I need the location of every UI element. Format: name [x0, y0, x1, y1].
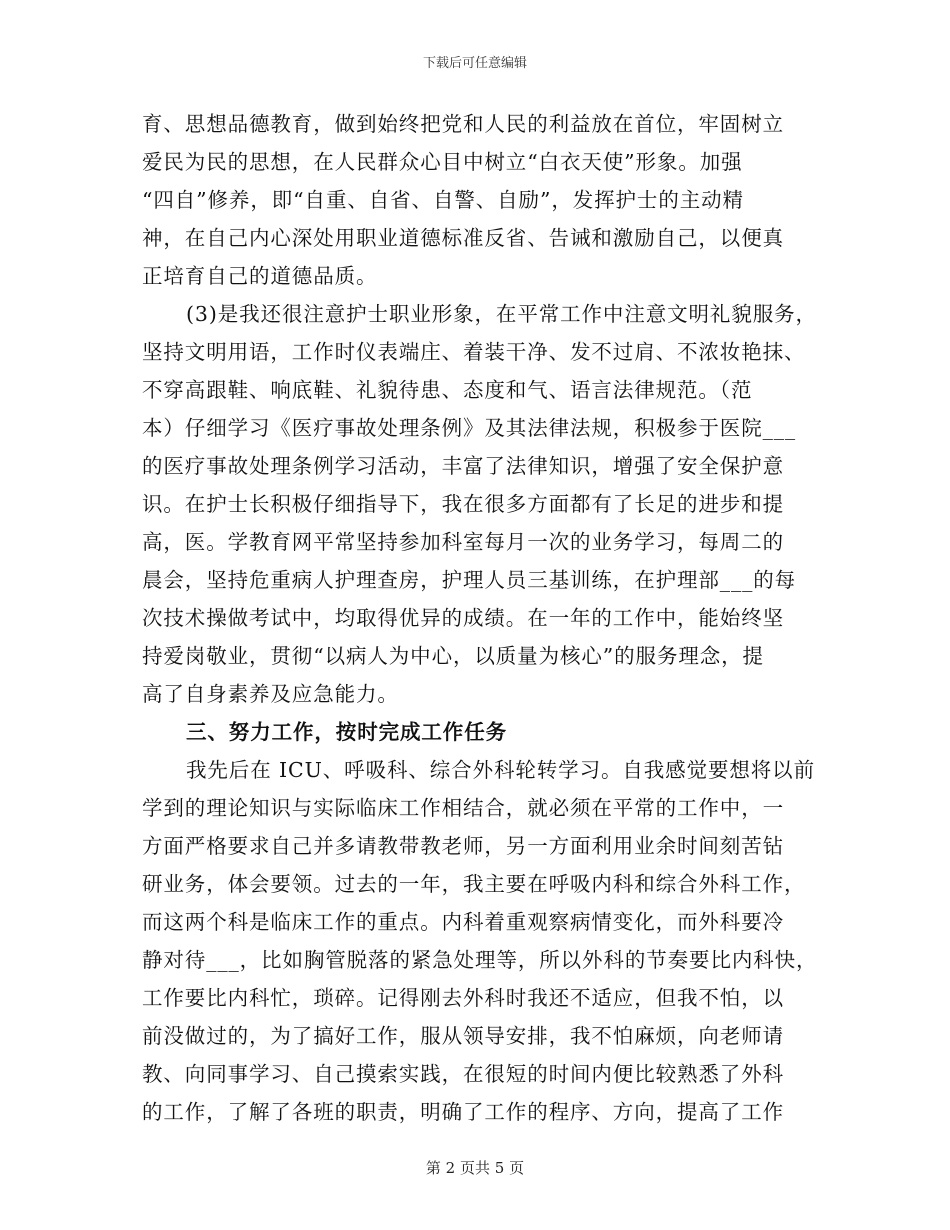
- text-line: 晨会，坚持危重病人护理查房，护理人员三基训练，在护理部___的每: [142, 568, 797, 592]
- text-line: 学到的理论知识与实际临床工作相结合，就必须在平常的工作中，一: [142, 796, 784, 820]
- text-line: “四自”修养，即“自重、自省、自警、自励”，发挥护士的主动精: [142, 188, 744, 212]
- text-line: 本）仔细学习《医疗事故处理条例》及其法律法规，积极参于医院___: [142, 416, 797, 440]
- text-line: 坚持文明用语，工作时仪表端庄、着装干净、发不过肩、不浓妆艳抹、: [142, 340, 806, 364]
- text-line: 静对待___，比如胸管脱落的紧急处理等，所以外科的节奏要比内科快，: [142, 948, 818, 972]
- text-line: 的医疗事故处理条例学习活动，丰富了法律知识，增强了安全保护意: [142, 454, 784, 478]
- text-line: (3)是我还很注意护士职业形象，在平常工作中注意文明礼貌服务，: [186, 302, 817, 326]
- text-line: 教、向同事学习、自己摸索实践，在很短的时间内便比较熟悉了外科: [142, 1062, 784, 1086]
- text-line: 育、思想品德教育，做到始终把党和人民的利益放在首位，牢固树立: [142, 112, 784, 136]
- text-line: 工作要比内科忙，琐碎。记得刚去外科时我还不适应，但我不怕，以: [142, 986, 784, 1010]
- text-line: 次技术操做考试中，均取得优异的成绩。在一年的工作中，能始终坚: [142, 606, 784, 630]
- text-line: 而这两个科是临床工作的重点。内科着重观察病情变化，而外科要冷: [142, 910, 784, 934]
- text-line: 研业务，体会要领。过去的一年，我主要在呼吸内科和综合外科工作，: [142, 872, 806, 896]
- text-line: 识。在护士长积极仔细指导下，我在很多方面都有了长足的进步和提: [142, 492, 784, 516]
- page-footer: 第 2 页共 5 页: [425, 1159, 525, 1177]
- text-line: 我先后在 ICU、呼吸科、综合外科轮转学习。自我感觉要想将以前: [186, 758, 815, 782]
- text-line: 神，在自己内心深处用职业道德标准反省、告诫和激励自己，以便真: [142, 226, 784, 250]
- text-line: 正培育自己的道德品质。: [142, 264, 378, 288]
- text-line: 持爱岗敬业，贯彻“以病人为中心，以质量为核心”的服务理念，提: [142, 644, 764, 668]
- page-header: 下载后可任意编辑: [422, 56, 527, 71]
- text-line: 前没做过的，为了搞好工作，服从领导安排，我不怕麻烦，向老师请: [142, 1024, 784, 1048]
- text-line: 方面严格要求自己并多请教带教老师，另一方面利用业余时间刻苦钻: [142, 834, 784, 858]
- text-line: 高了自身素养及应急能力。: [142, 682, 399, 706]
- text-line: 不穿高跟鞋、响底鞋、礼貌待患、态度和气、语言法律规范。（范: [142, 378, 753, 402]
- text-line: 高，医。学教育网平常坚持参加科室每月一次的业务学习，每周二的: [142, 530, 784, 554]
- text-line: 爱民为民的思想，在人民群众心目中树立“白衣天使”形象。加强: [142, 150, 743, 174]
- section-heading: 三、努力工作，按时完成工作任务: [186, 720, 507, 744]
- text-line: 的工作，了解了各班的职责，明确了工作的程序、方向，提高了工作: [142, 1100, 784, 1124]
